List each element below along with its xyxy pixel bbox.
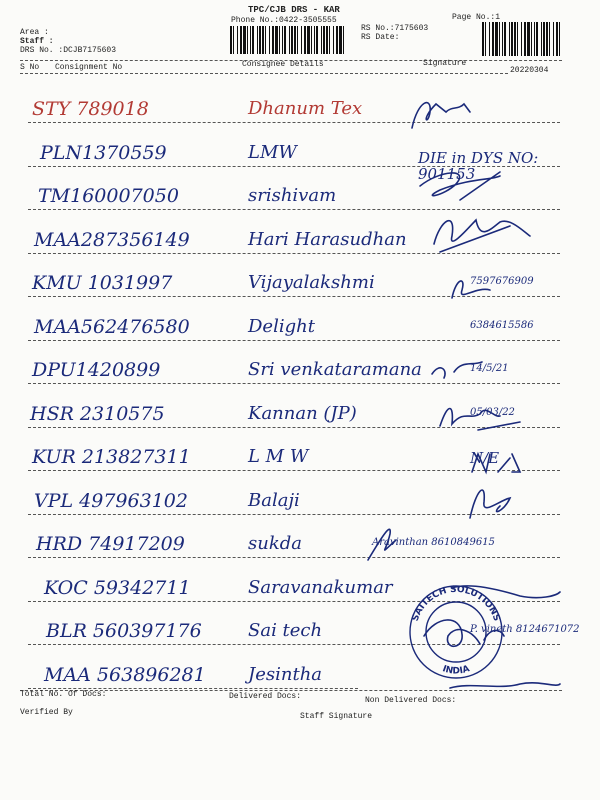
page-number: Page No.:1 [452, 13, 501, 22]
signature-10 [470, 490, 510, 518]
delivery-note: P. vineth 8124671072 [470, 624, 580, 635]
consignment-number: VPL 497963102 [34, 489, 188, 512]
staff-signature-label: Staff Signature [300, 712, 373, 721]
consignee-name: sukda [248, 533, 302, 554]
signature-14 [450, 683, 560, 688]
consignee-name: Saravanakumar [248, 576, 393, 598]
col-sno: S No [20, 63, 40, 72]
consignment-number: DPU1420899 [32, 359, 161, 381]
consignee-name: Jesintha [248, 663, 323, 685]
phone-number: Phone No.:0422-3505555 [231, 16, 337, 25]
consignee-name: Vijayalakshmi [248, 272, 375, 293]
consignment-number: TM160007050 [38, 185, 179, 207]
consignee-name: Delight [248, 315, 315, 337]
consignee-name: Kannan (JP) [248, 402, 357, 424]
consignment-number: KOC 59342711 [44, 576, 191, 599]
signature-4 [434, 220, 530, 252]
consignment-number: HSR 2310575 [30, 402, 165, 425]
delivery-note: 6384615586 [470, 319, 534, 331]
total-docs-label: Total No. Of Docs: [20, 690, 107, 699]
consignment-number: BLR 560397176 [46, 620, 202, 642]
document-title: TPC/CJB DRS - KAR [248, 5, 340, 15]
date-code: 20220304 [510, 66, 549, 75]
signature-1 [412, 103, 470, 128]
consignment-number: MAA562476580 [34, 315, 190, 338]
consignment-number: STY 789018 [32, 98, 149, 120]
consignee-name: Sri venkataramana [248, 359, 422, 380]
staff-label: Staff : [20, 37, 54, 46]
signature-13 [424, 620, 504, 646]
col-consignment: Consignment No [55, 63, 123, 72]
col-consignee: Consignee Details [242, 60, 324, 69]
consignee-name: LMW [248, 141, 297, 163]
rs-date: RS Date: [361, 33, 400, 42]
consignee-name: L M W [248, 446, 309, 467]
consignee-name: Balaji [248, 489, 300, 511]
delivered-docs-label: Delivered Docs: [229, 692, 302, 701]
delivery-note: N/E [470, 449, 500, 467]
stamp-text-top: SAITECH SOLUTIONS [410, 584, 502, 623]
delivery-note: 7597676909 [470, 276, 534, 287]
delivery-note: 14/5/21 [470, 363, 509, 374]
consignee-name: Sai tech [248, 620, 323, 641]
consignee-name: Hari Harasudhan [248, 228, 407, 250]
signature-5 [452, 281, 490, 298]
signature-9 [472, 454, 520, 472]
delivery-note: DIE in DYS NO: 901153 [418, 148, 539, 183]
col-signature: Signature [423, 59, 467, 68]
consignee-name: Dhanum Tex [248, 98, 363, 119]
delivery-note: Aravinthan 8610849615 [372, 537, 495, 548]
non-delivered-docs-label: Non Delivered Docs: [365, 696, 457, 705]
rs-number: RS No.:7175603 [361, 24, 429, 33]
drs-number: DRS No. :DCJB7175603 [20, 46, 117, 55]
signature-11 [368, 529, 396, 560]
signature-8 [440, 406, 520, 431]
consignment-number: KMU 1031997 [32, 272, 173, 294]
consignment-number: KUR 213827311 [32, 446, 191, 468]
consignment-number: HRD 74917209 [36, 533, 185, 555]
consignee-name: srishivam [248, 185, 337, 206]
consignment-number: PLN1370559 [40, 141, 167, 164]
consignment-number: MAA287356149 [34, 228, 190, 251]
verified-by-label: Verified By [20, 708, 73, 717]
signature-7 [432, 362, 482, 378]
signature-3 [420, 172, 500, 200]
delivery-note: 05/03/22 [470, 406, 515, 418]
consignment-number: MAA 563896281 [44, 663, 206, 686]
area-label: Area : [20, 28, 49, 37]
stamp-text-bottom: INDIA [440, 664, 471, 677]
